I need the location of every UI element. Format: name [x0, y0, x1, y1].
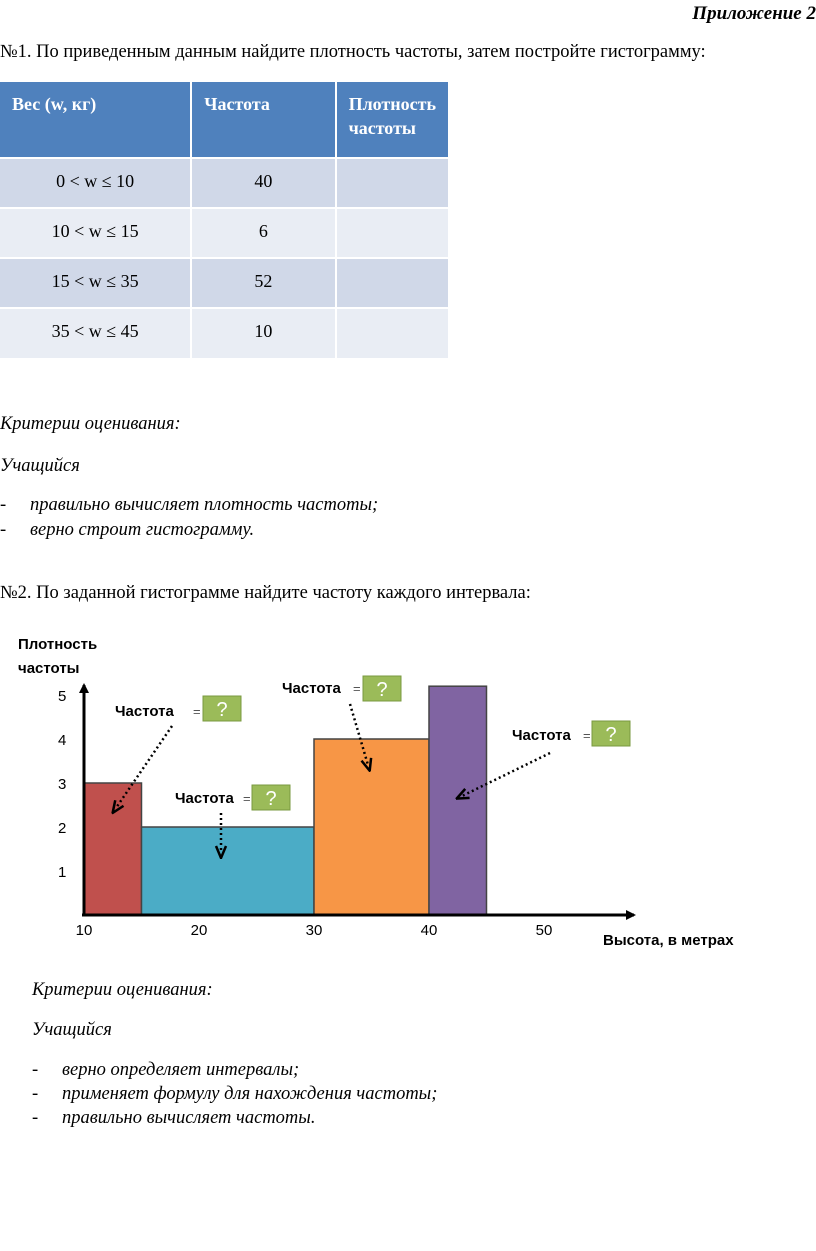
annotation-label: Частота	[282, 680, 341, 697]
y-tick-label: 2	[58, 820, 67, 837]
table-cell: 52	[191, 258, 335, 308]
annotation-equals: =	[243, 791, 251, 806]
annotation-equals: =	[353, 681, 361, 696]
criteria-title: Критерии оценивания:	[0, 414, 181, 434]
criteria-item: - верно определяет интервалы;	[32, 1060, 300, 1080]
question-mark: ?	[216, 699, 228, 721]
question-mark: ?	[265, 788, 277, 810]
annotation-label: Частота	[175, 790, 234, 807]
table-header: Плотность частоты	[336, 82, 449, 158]
x-tick-label: 10	[75, 922, 93, 939]
question-mark: ?	[376, 679, 388, 701]
y-axis-label-line1: Плотность	[18, 636, 98, 653]
table-row	[0, 158, 449, 208]
y-tick-label: 4	[58, 732, 67, 749]
question-mark: ?	[605, 724, 617, 746]
table-cell: 35 < w ≤ 45	[0, 308, 191, 358]
table-cell: 10	[191, 308, 335, 358]
histogram-bar-2	[142, 827, 315, 915]
x-tick-label: 30	[305, 922, 323, 939]
y-tick-label: 3	[58, 776, 67, 793]
criteria-subject: Учащийся	[32, 1020, 112, 1040]
y-tick-label: 1	[58, 864, 67, 881]
table-cell	[336, 308, 449, 358]
table-cell	[336, 258, 449, 308]
y-tick-label: 5	[58, 688, 67, 705]
x-tick-label: 40	[420, 922, 438, 939]
table-header: Частота	[191, 82, 335, 158]
criteria-subject: Учащийся	[0, 456, 80, 476]
table-cell	[336, 158, 449, 208]
y-axis-label-line2: частоты	[18, 660, 80, 677]
appendix-label: Приложение 2	[692, 3, 816, 24]
table-cell: 40	[191, 158, 335, 208]
table-cell: 0 < w ≤ 10	[0, 158, 191, 208]
histogram-bar-1	[84, 783, 142, 915]
x-tick-label: 50	[535, 922, 553, 939]
table-row	[0, 308, 449, 358]
task2-text: №2. По заданной гистограмме найдите частоту каждого интервала:	[0, 583, 531, 603]
task1-text: №1. По приведенным данным найдите плотность частоты, затем постройте гистограмму:	[0, 42, 706, 62]
annotation-label: Частота	[115, 703, 174, 720]
x-tick-label: 20	[190, 922, 208, 939]
criteria-title: Критерии оценивания:	[32, 980, 213, 1000]
histogram-bar-3	[314, 739, 429, 915]
table-header: Вес (w, кг)	[0, 82, 191, 158]
frequency-table	[0, 82, 450, 358]
histogram-bar-4	[429, 686, 487, 915]
criteria-item: - применяет формулу для нахождения частоты;	[32, 1084, 438, 1104]
annotation-equals: =	[583, 728, 591, 743]
table-cell: 10 < w ≤ 15	[0, 208, 191, 258]
table-cell: 6	[191, 208, 335, 258]
table-cell	[336, 208, 449, 258]
annotation-label: Частота	[512, 727, 571, 744]
annotation-equals: =	[193, 704, 201, 719]
table-cell: 15 < w ≤ 35	[0, 258, 191, 308]
table-header-row	[0, 82, 449, 158]
criteria-item: - правильно вычисляет плотность частоты;	[0, 495, 379, 515]
table-row	[0, 208, 449, 258]
x-axis-label: Высота, в метрах	[603, 932, 734, 949]
table-row	[0, 258, 449, 308]
histogram-chart	[0, 620, 816, 960]
criteria-item: - правильно вычисляет частоты.	[32, 1108, 316, 1128]
criteria-item: - верно строит гистограмму.	[0, 520, 255, 540]
